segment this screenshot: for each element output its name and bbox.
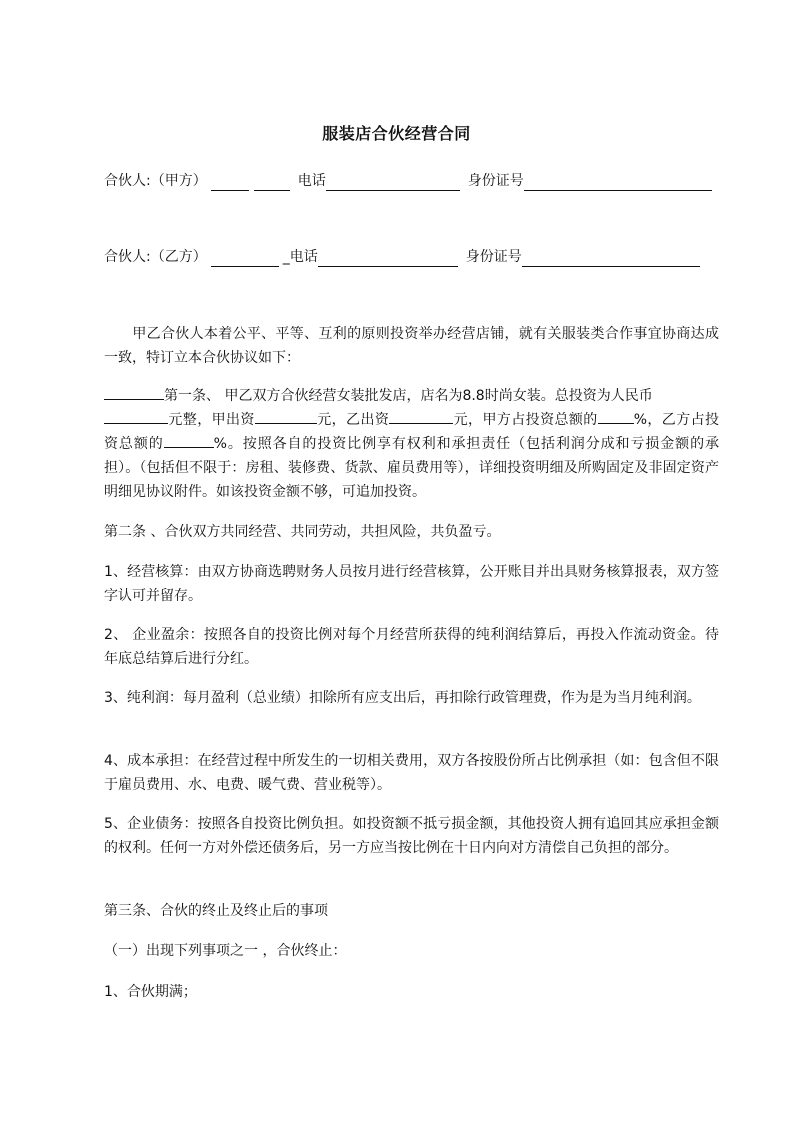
party-b-phone-blank (318, 250, 458, 267)
article-1-part-6: %。按照各自的投资比例享有权利和承担责任（包括利润分成和亏损金额的承担）。（包括但不限于：房租、装修费、货款、雇员费用等），详细投资明细及所购固定及非固定资产明细见协议附件。如该投资金额不够，可追加投资。 (104, 436, 720, 500)
party-a-phone-blank (326, 174, 460, 191)
article-2-text: 第二条 、合伙双方共同经营、共同劳动，共担风险，共负盈亏。 (104, 524, 501, 540)
party-b-line (104, 247, 700, 269)
list-item (104, 812, 719, 860)
party-b-label: 合伙人:（乙方） (104, 249, 207, 265)
intro-text: 甲乙合伙人本着公平、平等、互利的原则投资举办经营店铺，就有关服装类合作事宜协商达成一致，特订立本合伙协议如下： (104, 326, 719, 366)
article-1-part-3: 元，乙出资 (316, 412, 390, 428)
party-a-label: 合伙人:（甲方） (104, 173, 207, 189)
item-4-text: 4、成本承担：在经营过程中所发生的一切相关费用，双方各按股份所占比例承担（如：包含但不限于雇员费用、水、电费、暖气费、营业税等）。 (104, 753, 719, 793)
list-item (104, 749, 719, 797)
item-3-text: 3、纯利润：每月盈利（总业绩）扣除所有应支出后，再扣除行政管理费，作为是为当月纯利润。 (104, 690, 701, 706)
article-1-part-4: 元，甲方占投资总额的 (453, 412, 598, 428)
article-1-part-5: %，乙方占投资总额的 (104, 412, 720, 452)
article-1-part-2: 元整，甲出资 (168, 412, 255, 428)
document-title: 服装店合伙经营合同 (322, 124, 471, 143)
item-5-text: 5、企业债务：按照各自投资比例负担。如投资额不抵亏损金额，其他投资人拥有追回其应承担金额的权利。任何一方对外偿还债务后，另一方应当按比例在十日内向对方清偿自己负担的部分。 (104, 816, 719, 856)
party-b-percent-blank (164, 433, 214, 448)
sub-section-1-item-1 (104, 980, 719, 1004)
party-a-name-blank-2 (254, 174, 290, 191)
party-a-id-blank (524, 174, 712, 191)
party-a-line (104, 171, 712, 193)
party-b-name-blank (211, 250, 279, 267)
article-1-paragraph (104, 384, 719, 504)
party-a-percent-blank (598, 409, 634, 424)
party-b-contribution-blank (389, 409, 453, 424)
party-a-id-label: 身份证号 (467, 173, 524, 189)
item-2-text: 2、 企业盈余：按照各自的投资比例对每个月经营所获得的纯利润结算后，再投入作流动资金。待年底总结算后进行分红。 (104, 627, 719, 667)
article-2-paragraph (104, 520, 719, 544)
party-b-id-label: 身份证号 (465, 249, 522, 265)
list-item (104, 560, 719, 608)
party-b-phone-label: _电话 (282, 249, 318, 265)
total-investment-blank (104, 409, 168, 424)
list-item (104, 686, 719, 710)
item-1-text: 1、经营核算：由双方协商选聘财务人员按月进行经营核算，公开账目并出具财务核算报表，双方签字认可并留存。 (104, 564, 719, 604)
intro-paragraph (104, 322, 719, 370)
list-item (104, 623, 719, 671)
sub-section-1-item-1-text: 1、合伙期满； (104, 984, 197, 1000)
party-a-name-blank-1 (211, 174, 249, 191)
party-b-id-blank (522, 250, 700, 267)
party-a-phone-label: 电话 (297, 173, 326, 189)
article-3-heading (104, 899, 719, 923)
article-3-text: 第三条、合伙的终止及终止后的事项 (104, 903, 328, 919)
article-1-indent-blank (104, 385, 164, 400)
article-1-part-1: 第一条、 甲乙双方合伙经营女装批发店，店名为8.8时尚女装。总投资为人民币 (164, 388, 653, 404)
sub-section-1 (104, 939, 719, 963)
party-a-contribution-blank (255, 409, 317, 424)
sub-section-1-text: （一）出现下列事项之一 ，合伙终止： (104, 943, 347, 959)
